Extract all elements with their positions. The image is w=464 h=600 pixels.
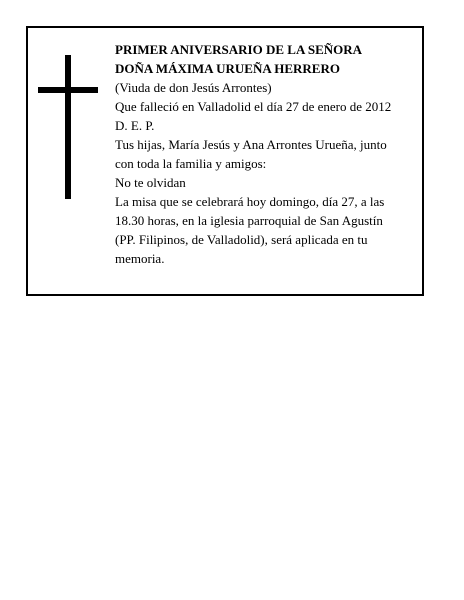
- remembrance-line: No te olvidan: [115, 175, 186, 190]
- notice-title-line-1: PRIMER ANIVERSARIO DE LA SEÑORA: [115, 42, 363, 57]
- mass-line-4: memoria.: [115, 251, 165, 266]
- obituary-notice: [26, 26, 424, 296]
- notice-text: [115, 40, 415, 268]
- dep-line: D. E. P.: [115, 118, 155, 133]
- family-line-2: con toda la familia y amigos:: [115, 156, 267, 171]
- mass-line-3: (PP. Filipinos, de Valladolid), será aplicada en tu: [115, 232, 368, 247]
- notice-title-line-2: DOÑA MÁXIMA URUEÑA HERRERO: [115, 61, 340, 76]
- family-line-1: Tus hijas, María Jesús y Ana Arrontes Urueña, junto: [115, 137, 387, 152]
- mass-line-2: 18.30 horas, en la iglesia parroquial de San Agustín: [115, 213, 383, 228]
- cross-vertical-bar: [65, 55, 71, 199]
- death-date-line: Que falleció en Valladolid el día 27 de enero de 2012: [115, 99, 392, 114]
- cross-icon: [38, 55, 98, 199]
- cross-horizontal-bar: [38, 87, 98, 93]
- widow-line: (Viuda de don Jesús Arrontes): [115, 80, 272, 95]
- mass-line-1: La misa que se celebrará hoy domingo, día 27, a las: [115, 194, 385, 209]
